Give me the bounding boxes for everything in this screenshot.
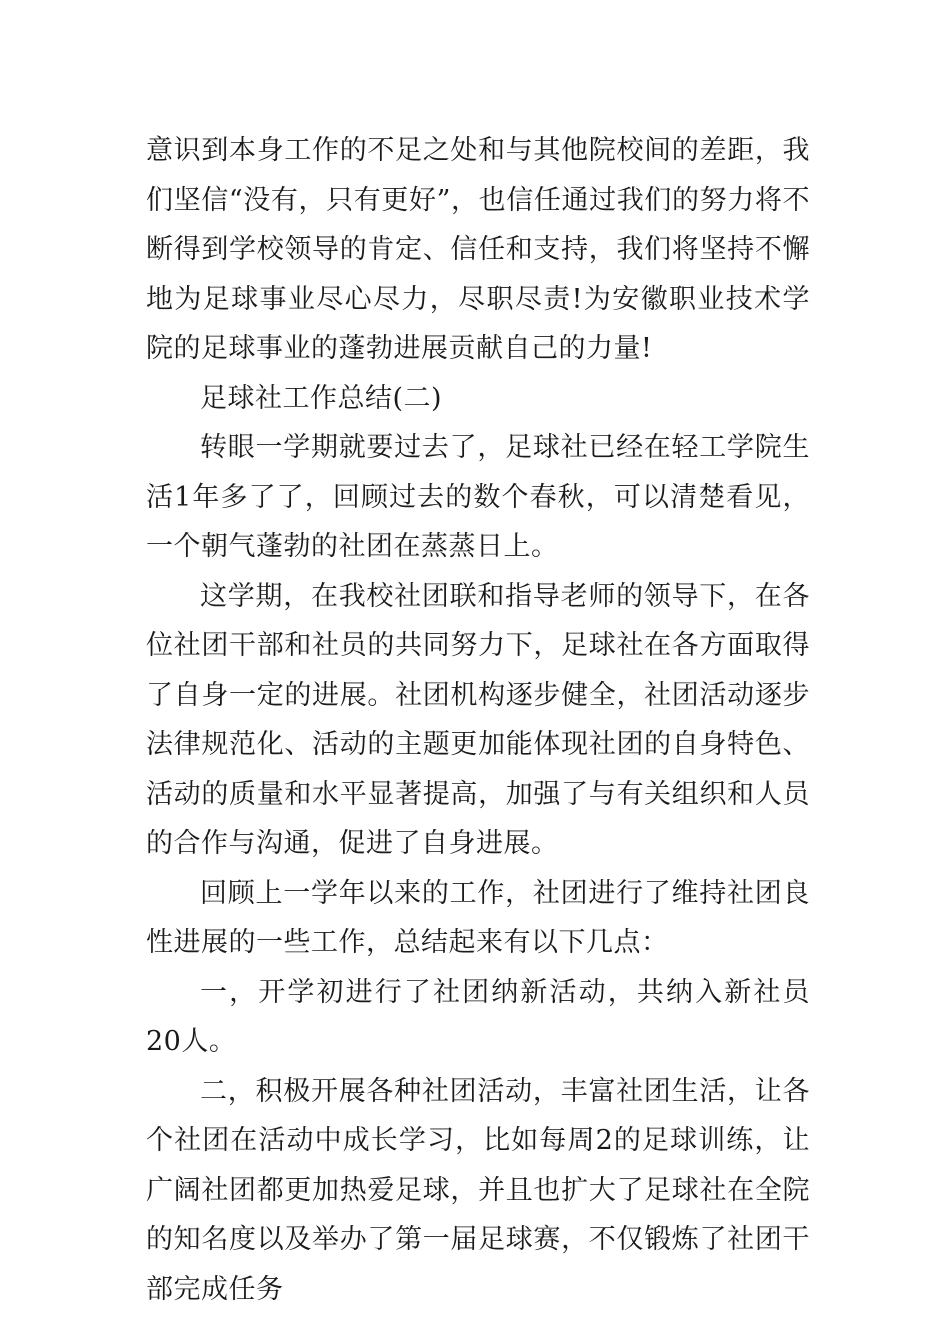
section-heading: 足球社工作总结(二) [200, 382, 443, 414]
paragraph-1: 意识到本身工作的不足之处和与其他院校间的差距，我们坚信“没有，只有更好”，也信任通过我们的努力将不断得到学校领导的肯定、信任和支持，我们将坚持不懈地为足球事业尽心尽力，尽职尽责!为安徽职业技术学院的足球事业的蓬勃进展贡献自己的力量! [146, 135, 810, 364]
paragraph-5: 一，开学初进行了社团纳新活动，共纳入新社员20人。 [146, 976, 810, 1057]
paragraph-3: 这学期，在我校社团联和指导老师的领导下，在各位社团干部和社员的共同努力下，足球社在各方面取得了自身一定的进展。社团机构逐步健全，社团活动逐步法律规范化、活动的主题更加能体现社团的自身特色、活动的质量和水平显著提高，加强了与有关组织和人员的合作与沟通，促进了自身进展。 [146, 580, 810, 859]
paragraph-2: 转眼一学期就要过去了，足球社已经在轻工学院生活1年多了了，回顾过去的数个春秋，可以清楚看见，一个朝气蓬勃的社团在蒸蒸日上。 [146, 432, 810, 562]
document-body [146, 126, 810, 1314]
paragraph-6: 二，积极开展各种社团活动，丰富社团生活，让各个社团在活动中成长学习，比如每周2的足球训练，让广阔社团都更加热爱足球，并且也扩大了足球社在全院的知名度以及举办了第一届足球赛，不仅锻炼了社团干部完成任务 [146, 1075, 810, 1305]
paragraph-4: 回顾上一学年以来的工作，社团进行了维持社团良性进展的一些工作，总结起来有以下几点： [146, 877, 810, 958]
